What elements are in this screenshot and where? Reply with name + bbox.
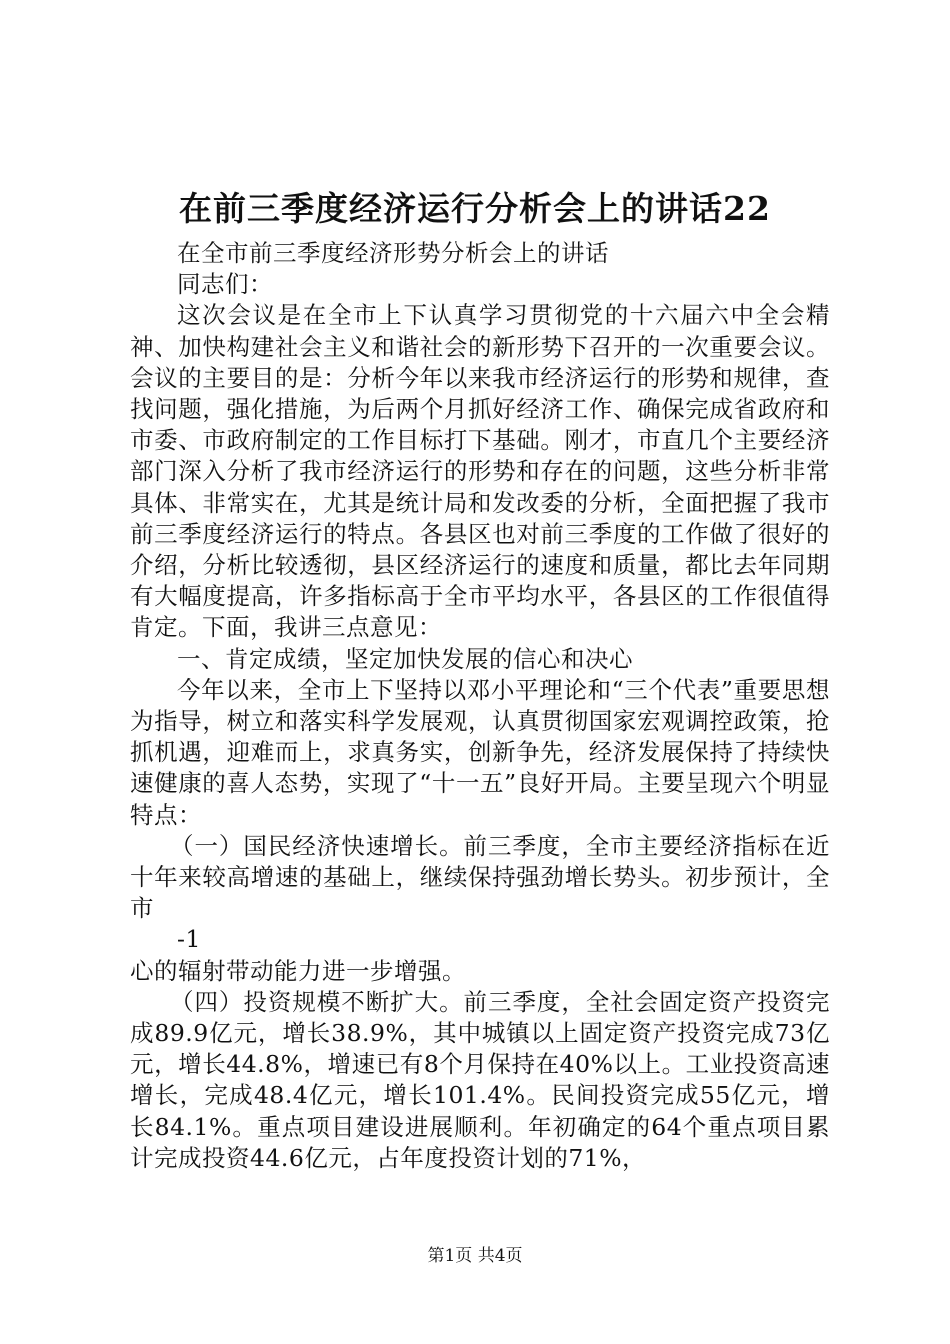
paragraph-intro: 这次会议是在全市上下认真学习贯彻党的十六届六中全会精神、加快构建社会主义和谐社会的新形势下召开的一次重要会议。会议的主要目的是：分析今年以来我市经济运行的形势和规律，查找问题，强化措施，为后两个月抓好经济工作、确保完成省政府和市委、市政府制定的工作目标打下基础。刚才，市直几个主要经济部门深入分析了我市经济运行的形势和存在的问题，这些分析非常具体、非常实在，尤其是统计局和发改委的分析，全面把握了我市前三季度经济运行的特点。各县区也对前三季度的工作做了很好的介绍，分析比较透彻，县区经济运行的速度和质量，都比去年同期有大幅度提高，许多指标高于全市平均水平，各县区的工作很值得肯定。下面，我讲三点意见： [130, 301, 830, 642]
speech-subtitle: 在全市前三季度经济形势分析会上的讲话 [177, 239, 609, 267]
document-title: 在前三季度经济运行分析会上的讲话22 [179, 189, 771, 228]
salutation: 同志们： [177, 270, 273, 299]
document-body [130, 238, 830, 1174]
paragraph-overview: 今年以来，全市上下坚持以邓小平理论和“三个代表”重要思想为指导，树立和落实科学发展观，认真贯彻国家宏观调控政策，抢抓机遇，迎难而上，求真务实，创新争先，经济发展保持了持续快速健康的喜人态势，实现了“十一五”良好开局。主要呈现六个明显特点： [130, 675, 830, 829]
paragraph-point-1: （一）国民经济快速增长。前三季度，全市主要经济指标在近十年来较高增速的基础上，继续保持强劲增长势头。初步预计，全市 [130, 831, 830, 923]
page-footer: 第1页 共4页 [427, 1246, 523, 1266]
section-heading-1: 一、肯定成绩，坚定加快发展的信心和决心 [177, 644, 633, 673]
paragraph-point-4: （四）投资规模不断扩大。前三季度，全社会固定资产投资完成89.9亿元，增长38.9%，其中城镇以上固定资产投资完成73亿元，增长44.8%，增速已有8个月保持在40%以上。工业投资高速增长，完成48.4亿元，增长101.4%。民间投资完成55亿元，增长84.1%。重点项目建设进展顺利。年初确定的64个重点项目累计完成投资44.6亿元，占年度投资计划的71%， [130, 987, 830, 1172]
page-break-marker: -1 [177, 925, 201, 954]
paragraph-continuation: 心的辐射带动能力进一步增强。 [130, 956, 466, 985]
